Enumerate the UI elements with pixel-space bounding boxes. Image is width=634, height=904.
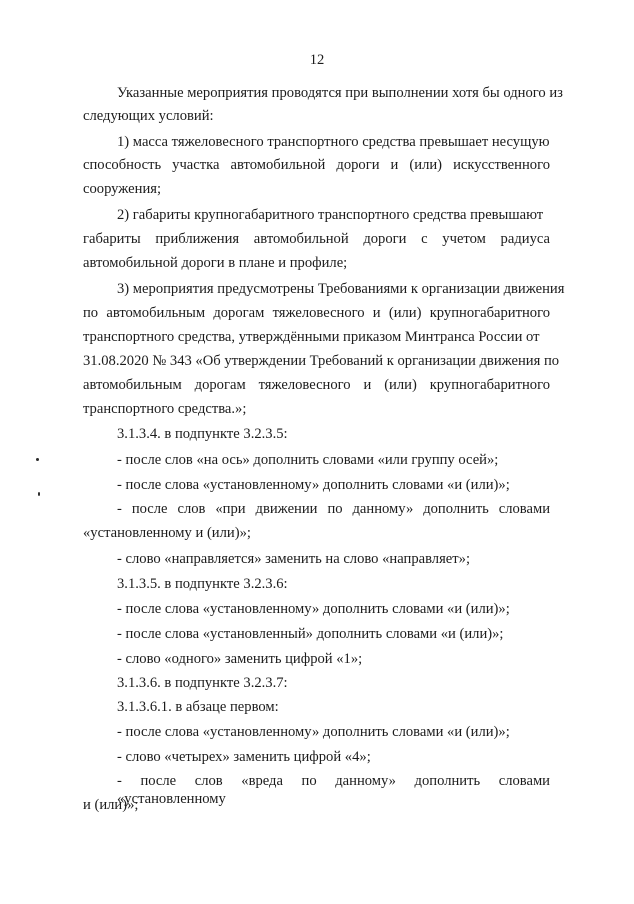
text-line: «установленному и (или)»;	[83, 525, 251, 541]
text-line: 3.1.3.4. в подпункте 3.2.3.5:	[117, 426, 288, 442]
text-line: транспортного средства, утверждёнными приказом Минтранса России от	[83, 329, 540, 345]
text-line: 3.1.3.6.1. в абзаце первом:	[117, 699, 279, 715]
text-line: способность участка автомобильной дороги и (или) искусственного	[83, 157, 550, 173]
scan-speck	[38, 492, 40, 496]
text-line: - после слова «установленному» дополнить словами «и (или)»;	[117, 601, 510, 617]
text-line: и (или)»;	[83, 797, 139, 813]
text-line: автомобильным дорогам тяжеловесного и (или) крупногабаритного	[83, 377, 550, 393]
scan-speck	[36, 458, 39, 461]
text-line: 31.08.2020 № 343 «Об утверждении Требований к организации движения по	[83, 353, 560, 369]
text-line: - после слова «установленному» дополнить словами «и (или)»;	[117, 477, 510, 493]
text-line: следующих условий:	[83, 108, 214, 124]
text-line: сооружения;	[83, 181, 162, 197]
text-line: - после слова «установленному» дополнить словами «и (или)»;	[117, 724, 510, 740]
text-line: - слово «направляется» заменить на слово «направляет»;	[117, 551, 471, 567]
text-line: по автомобильным дорогам тяжеловесного и (или) крупногабаритного	[83, 305, 550, 321]
text-line: - слово «четырех» заменить цифрой «4»;	[117, 749, 371, 765]
text-line: транспортного средства.»;	[83, 401, 247, 417]
text-line: 3) мероприятия предусмотрены Требованиями к организации движения	[117, 281, 565, 297]
text-line: - после слов «на ось» дополнить словами «или группу осей»;	[117, 452, 499, 468]
text-line: 1) масса тяжеловесного транспортного средства превышает несущую	[117, 134, 550, 150]
page-number: 12	[309, 52, 325, 68]
text-line: 3.1.3.5. в подпункте 3.2.3.6:	[117, 576, 288, 592]
text-line: габариты приближения автомобильной дороги с учетом радиуса	[83, 231, 550, 247]
text-line: автомобильной дороги в плане и профиле;	[83, 255, 348, 271]
text-line: Указанные мероприятия проводятся при выполнении хотя бы одного из	[117, 85, 563, 101]
text-line: - после слова «установленный» дополнить словами «и (или)»;	[117, 626, 504, 642]
text-line: - после слов «при движении по данному» дополнить словами	[117, 501, 550, 517]
text-line: - слово «одного» заменить цифрой «1»;	[117, 651, 363, 667]
text-line: 3.1.3.6. в подпункте 3.2.3.7:	[117, 675, 288, 691]
text-line: - после слов «вреда по данному» дополнить словами «установленному	[117, 773, 550, 807]
text-line: 2) габариты крупногабаритного транспортного средства превышают	[117, 207, 544, 223]
